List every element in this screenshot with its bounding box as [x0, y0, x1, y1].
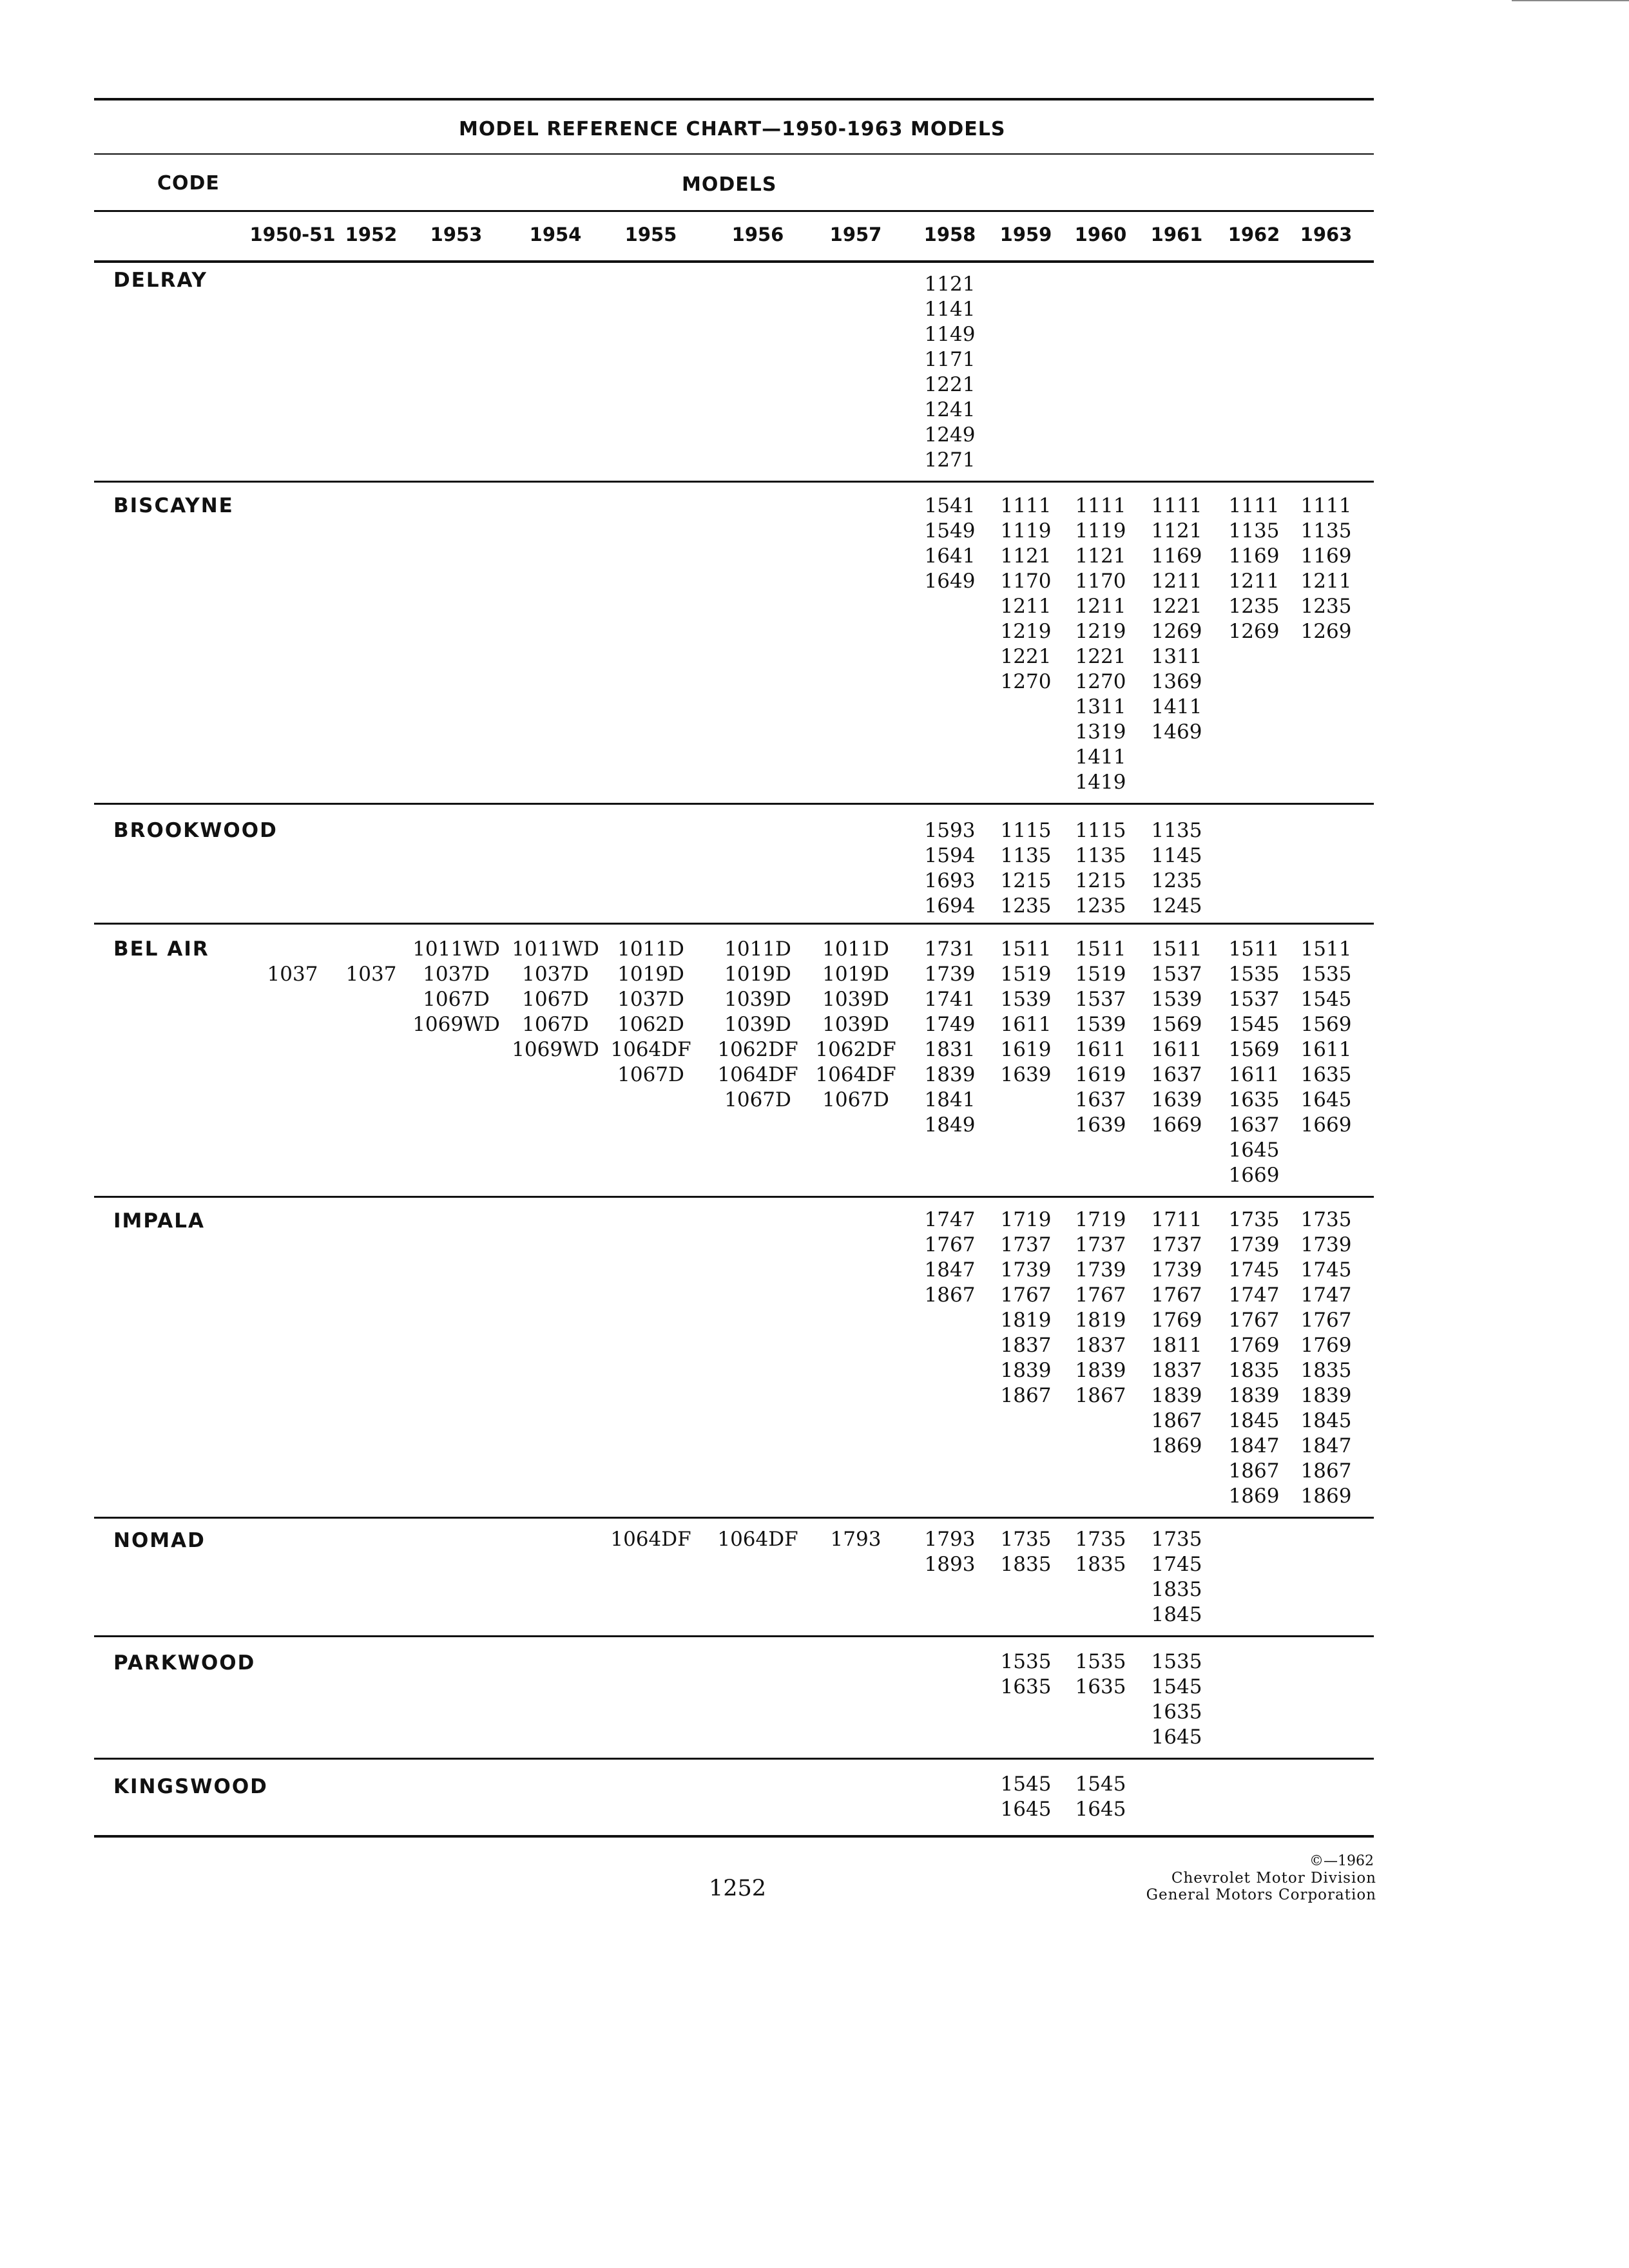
title-rule [94, 153, 1374, 155]
model-code: 1535 [1228, 963, 1280, 986]
model-code: 1545 [1000, 1773, 1052, 1796]
model-code: 1219 [1000, 620, 1052, 643]
model-code: 1611 [1300, 1038, 1352, 1061]
section-divider [94, 1196, 1374, 1198]
year-header-1950-51: 1950-51 [249, 224, 336, 245]
section-divider [94, 803, 1374, 805]
model-code: 1693 [924, 869, 976, 892]
model-code: 1319 [1075, 720, 1126, 744]
model-code: 1694 [924, 894, 976, 918]
model-code: 1111 [1151, 494, 1202, 517]
model-code: 1245 [1151, 894, 1202, 918]
model-code: 1011D [822, 937, 889, 961]
model-code: 1171 [924, 348, 976, 371]
model-code: 1811 [1151, 1334, 1202, 1357]
model-code: 1741 [924, 988, 976, 1011]
code-header: CODE [157, 172, 220, 195]
model-code: 1545 [1075, 1773, 1126, 1796]
model-code: 1839 [1228, 1384, 1280, 1407]
model-code: 1645 [1151, 1725, 1202, 1749]
model-code: 1211 [1228, 570, 1280, 593]
model-code: 1645 [1000, 1798, 1052, 1821]
model-code: 1569 [1300, 1013, 1352, 1036]
model-code: 1867 [1300, 1459, 1352, 1483]
model-code: 1735 [1228, 1208, 1280, 1231]
section-label: BISCAYNE [113, 494, 234, 517]
model-code: 1737 [1151, 1233, 1202, 1256]
model-code: 1235 [1000, 894, 1052, 918]
model-code: 1767 [1075, 1283, 1126, 1307]
model-code: 1749 [924, 1013, 976, 1036]
model-code: 1215 [1000, 869, 1052, 892]
model-code: 1111 [1075, 494, 1126, 517]
year-header-1952: 1952 [345, 224, 398, 245]
model-code: 1594 [924, 844, 976, 867]
section-label: NOMAD [113, 1529, 206, 1552]
model-code: 1111 [1000, 494, 1052, 517]
model-code: 1135 [1151, 819, 1202, 842]
model-code: 1271 [924, 448, 976, 472]
model-code: 1545 [1151, 1675, 1202, 1698]
model-code: 1111 [1300, 494, 1352, 517]
model-code: 1569 [1228, 1038, 1280, 1061]
model-code: 1639 [1075, 1113, 1126, 1137]
section-label: KINGSWOOD [113, 1775, 268, 1798]
model-code: 1835 [1228, 1359, 1280, 1382]
model-code: 1221 [1151, 595, 1202, 618]
model-code: 1793 [924, 1528, 976, 1551]
model-code: 1611 [1228, 1063, 1280, 1086]
model-code: 1270 [1075, 670, 1126, 693]
model-code: 1819 [1000, 1309, 1052, 1332]
model-code: 1745 [1300, 1258, 1352, 1282]
model-code: 1064DF [610, 1528, 691, 1551]
model-code: 1867 [1151, 1409, 1202, 1432]
model-code: 1793 [830, 1528, 882, 1551]
model-code: 1767 [924, 1233, 976, 1256]
models-header: MODELS [682, 173, 777, 196]
model-code: 1569 [1151, 1013, 1202, 1036]
model-code: 1311 [1151, 645, 1202, 668]
model-code: 1037D [423, 963, 490, 986]
model-code: 1411 [1075, 745, 1126, 769]
model-code: 1411 [1151, 695, 1202, 718]
model-code: 1867 [1075, 1384, 1126, 1407]
model-code: 1637 [1151, 1063, 1202, 1086]
model-code: 1611 [1075, 1038, 1126, 1061]
model-code: 1611 [1151, 1038, 1202, 1061]
model-code: 1067D [522, 1013, 589, 1036]
model-code: 1062D [617, 1013, 684, 1036]
model-code: 1835 [1075, 1553, 1126, 1576]
model-code: 1111 [1228, 494, 1280, 517]
model-code: 1539 [1151, 988, 1202, 1011]
section-divider [94, 923, 1374, 925]
model-code: 1135 [1000, 844, 1052, 867]
model-code: 1539 [1000, 988, 1052, 1011]
model-code: 1739 [1151, 1258, 1202, 1282]
section-divider [94, 1635, 1374, 1637]
model-column-1960 [1046, 1772, 1155, 1822]
model-code: 1169 [1151, 544, 1202, 568]
model-code: 1419 [1075, 771, 1126, 794]
chart-title: MODEL REFERENCE CHART—1950-1963 MODELS [459, 118, 1006, 140]
model-code: 1067D [617, 1063, 684, 1086]
model-code: 1235 [1228, 595, 1280, 618]
model-code: 1221 [924, 373, 976, 396]
model-code: 1735 [1075, 1528, 1126, 1551]
model-column-1955 [596, 937, 706, 1088]
model-column-1961 [1122, 1649, 1231, 1750]
year-header-1959: 1959 [999, 224, 1052, 245]
model-column-1956 [703, 937, 813, 1113]
model-code: 1867 [1228, 1459, 1280, 1483]
model-code: 1893 [924, 1553, 976, 1576]
section-divider [94, 1758, 1374, 1760]
model-code: 1737 [1075, 1233, 1126, 1256]
model-code: 1645 [1300, 1088, 1352, 1111]
model-code: 1115 [1075, 819, 1126, 842]
model-code: 1311 [1075, 695, 1126, 718]
model-code: 1747 [1300, 1283, 1352, 1307]
model-code: 1635 [1300, 1063, 1352, 1086]
model-code: 1767 [1000, 1283, 1052, 1307]
model-code: 1062DF [815, 1038, 896, 1061]
model-code: 1745 [1151, 1553, 1202, 1576]
model-code: 1635 [1000, 1675, 1052, 1698]
model-code: 1835 [1000, 1553, 1052, 1576]
model-code: 1669 [1151, 1113, 1202, 1137]
model-code: 1745 [1228, 1258, 1280, 1282]
model-code: 1221 [1000, 645, 1052, 668]
model-code: 1593 [924, 819, 976, 842]
year-header-1956: 1956 [731, 224, 784, 245]
year-header-1963: 1963 [1300, 224, 1353, 245]
model-column-1957 [801, 1527, 911, 1552]
year-rule [94, 260, 1374, 263]
model-code: 1064DF [717, 1528, 798, 1551]
model-code: 1767 [1300, 1309, 1352, 1332]
model-code: 1735 [1300, 1208, 1352, 1231]
model-code: 1039D [724, 988, 791, 1011]
model-code: 1869 [1151, 1434, 1202, 1457]
year-header-1954: 1954 [529, 224, 582, 245]
model-column-1963 [1271, 937, 1381, 1138]
scan-mark [1512, 0, 1629, 1]
year-header-1955: 1955 [624, 224, 677, 245]
model-code: 1270 [1000, 670, 1052, 693]
model-code: 1735 [1151, 1528, 1202, 1551]
model-code: 1747 [924, 1208, 976, 1231]
section-divider [94, 1835, 1374, 1838]
model-code: 1611 [1000, 1013, 1052, 1036]
model-code: 1121 [1151, 519, 1202, 543]
model-code: 1121 [1000, 544, 1052, 568]
model-code: 1539 [1075, 1013, 1126, 1036]
model-code: 1121 [1075, 544, 1126, 568]
model-code: 1535 [1075, 1650, 1126, 1673]
model-code: 1069WD [512, 1038, 599, 1061]
section-label: PARKWOOD [113, 1651, 256, 1675]
model-code: 1039D [822, 1013, 889, 1036]
model-code: 1869 [1300, 1485, 1352, 1508]
year-header-1962: 1962 [1228, 224, 1280, 245]
model-code: 1619 [1075, 1063, 1126, 1086]
model-code: 1845 [1228, 1409, 1280, 1432]
model-code: 1735 [1000, 1528, 1052, 1551]
model-code: 1011D [617, 937, 684, 961]
model-code: 1637 [1075, 1088, 1126, 1111]
model-code: 1241 [924, 398, 976, 421]
section-divider [94, 481, 1374, 483]
model-code: 1839 [1300, 1384, 1352, 1407]
year-header-1958: 1958 [923, 224, 976, 245]
section-label: BROOKWOOD [113, 819, 278, 842]
model-code: 1635 [1228, 1088, 1280, 1111]
model-code: 1537 [1075, 988, 1126, 1011]
model-code: 1119 [1075, 519, 1126, 543]
model-code: 1011D [724, 937, 791, 961]
header-rule [94, 210, 1374, 212]
model-code: 1037 [267, 963, 318, 986]
model-code: 1511 [1228, 937, 1280, 961]
model-code: 1211 [1300, 570, 1352, 593]
model-code: 1019D [724, 963, 791, 986]
year-header-1960: 1960 [1074, 224, 1127, 245]
model-code: 1215 [1075, 869, 1126, 892]
division-name: Chevrolet Motor Division [1171, 1870, 1376, 1887]
year-header-1961: 1961 [1150, 224, 1203, 245]
model-code: 1841 [924, 1088, 976, 1111]
model-code: 1541 [924, 494, 976, 517]
model-code: 1221 [1075, 645, 1126, 668]
model-column-1961 [1122, 818, 1231, 919]
model-code: 1737 [1000, 1233, 1052, 1256]
corporation-name: General Motors Corporation [1146, 1887, 1376, 1903]
model-code: 1549 [924, 519, 976, 543]
model-code: 1645 [1228, 1139, 1280, 1162]
model-column-1953 [401, 937, 511, 1037]
model-code: 1837 [1075, 1334, 1126, 1357]
model-column-1956 [703, 1527, 813, 1552]
model-code: 1219 [1075, 620, 1126, 643]
model-code: 1037D [617, 988, 684, 1011]
model-code: 1064DF [610, 1038, 691, 1061]
model-code: 1711 [1151, 1208, 1202, 1231]
model-code: 1637 [1228, 1113, 1280, 1137]
model-code: 1619 [1000, 1038, 1052, 1061]
model-code: 1235 [1075, 894, 1126, 918]
model-code: 1011WD [412, 937, 500, 961]
section-label: IMPALA [113, 1209, 205, 1233]
model-code: 1839 [1075, 1359, 1126, 1382]
model-code: 1135 [1228, 519, 1280, 543]
model-code: 1835 [1300, 1359, 1352, 1382]
model-column-1961 [1122, 1527, 1231, 1628]
model-code: 1062DF [717, 1038, 798, 1061]
model-code: 1169 [1228, 544, 1280, 568]
model-code: 1019D [617, 963, 684, 986]
model-code: 1141 [924, 298, 976, 321]
model-code: 1545 [1228, 1013, 1280, 1036]
model-code: 1067D [724, 1088, 791, 1111]
page-number: 1252 [709, 1876, 767, 1901]
model-column-1958 [895, 272, 1005, 473]
model-code: 1769 [1228, 1334, 1280, 1357]
model-code: 1739 [924, 963, 976, 986]
model-code: 1249 [924, 423, 976, 447]
model-code: 1067D [822, 1088, 889, 1111]
section-label: BEL AIR [113, 937, 209, 961]
model-code: 1839 [1000, 1359, 1052, 1382]
model-code: 1011WD [512, 937, 599, 961]
top-rule [94, 98, 1374, 101]
model-code: 1867 [1000, 1384, 1052, 1407]
model-code: 1767 [1151, 1283, 1202, 1307]
model-code: 1819 [1075, 1309, 1126, 1332]
model-code: 1115 [1000, 819, 1052, 842]
model-code: 1769 [1151, 1309, 1202, 1332]
model-code: 1135 [1075, 844, 1126, 867]
model-column-1963 [1271, 494, 1381, 644]
year-header-1957: 1957 [829, 224, 882, 245]
model-code: 1211 [1000, 595, 1052, 618]
copyright-notice: ©—1962 [1309, 1853, 1374, 1869]
model-code: 1064DF [815, 1063, 896, 1086]
model-code: 1747 [1228, 1283, 1280, 1307]
model-code: 1639 [1151, 1088, 1202, 1111]
model-code: 1839 [1151, 1384, 1202, 1407]
model-code: 1019D [822, 963, 889, 986]
year-header-1953: 1953 [430, 224, 483, 245]
model-code: 1149 [924, 323, 976, 346]
model-code: 1067D [423, 988, 490, 1011]
section-divider [94, 1517, 1374, 1519]
model-code: 1511 [1075, 937, 1126, 961]
model-code: 1639 [1000, 1063, 1052, 1086]
model-column-1963 [1271, 1207, 1381, 1509]
model-code: 1119 [1000, 519, 1052, 543]
model-code: 1545 [1300, 988, 1352, 1011]
model-code: 1641 [924, 544, 976, 568]
model-code: 1037 [345, 963, 397, 986]
model-code: 1719 [1000, 1208, 1052, 1231]
model-code: 1739 [1228, 1233, 1280, 1256]
model-code: 1731 [924, 937, 976, 961]
model-code: 1269 [1151, 620, 1202, 643]
model-code: 1669 [1228, 1164, 1280, 1187]
model-code: 1169 [1300, 544, 1352, 568]
model-code: 1537 [1151, 963, 1202, 986]
model-code: 1635 [1075, 1675, 1126, 1698]
model-code: 1535 [1151, 1650, 1202, 1673]
model-code: 1849 [924, 1113, 976, 1137]
model-code: 1037D [522, 963, 589, 986]
model-code: 1235 [1151, 869, 1202, 892]
model-code: 1669 [1300, 1113, 1352, 1137]
model-code: 1469 [1151, 720, 1202, 744]
model-code: 1837 [1000, 1334, 1052, 1357]
model-code: 1845 [1151, 1603, 1202, 1626]
model-code: 1845 [1300, 1409, 1352, 1432]
model-code: 1269 [1300, 620, 1352, 643]
model-code: 1839 [924, 1063, 976, 1086]
model-code: 1511 [1000, 937, 1052, 961]
model-code: 1835 [1151, 1578, 1202, 1601]
model-code: 1511 [1151, 937, 1202, 961]
model-code: 1537 [1228, 988, 1280, 1011]
model-code: 1121 [924, 273, 976, 296]
model-code: 1767 [1228, 1309, 1280, 1332]
model-code: 1649 [924, 570, 976, 593]
model-column-1957 [801, 937, 911, 1113]
model-code: 1064DF [717, 1063, 798, 1086]
model-code: 1135 [1300, 519, 1352, 543]
model-code: 1145 [1151, 844, 1202, 867]
model-code: 1269 [1228, 620, 1280, 643]
model-code: 1170 [1075, 570, 1126, 593]
model-column-1955 [596, 1527, 706, 1552]
model-code: 1719 [1075, 1208, 1126, 1231]
model-column-1954 [501, 937, 610, 1062]
model-code: 1369 [1151, 670, 1202, 693]
model-code: 1039D [822, 988, 889, 1011]
section-label: DELRAY [113, 269, 208, 292]
model-code: 1211 [1075, 595, 1126, 618]
model-code: 1837 [1151, 1359, 1202, 1382]
model-code: 1511 [1300, 937, 1352, 961]
model-code: 1847 [924, 1258, 976, 1282]
model-code: 1535 [1000, 1650, 1052, 1673]
model-code: 1869 [1228, 1485, 1280, 1508]
model-code: 1831 [924, 1038, 976, 1061]
model-code: 1867 [924, 1283, 976, 1307]
model-code: 1645 [1075, 1798, 1126, 1821]
model-code: 1039D [724, 1013, 791, 1036]
model-code: 1739 [1075, 1258, 1126, 1282]
model-code: 1519 [1000, 963, 1052, 986]
model-code: 1067D [522, 988, 589, 1011]
model-code: 1635 [1151, 1700, 1202, 1724]
model-code: 1170 [1000, 570, 1052, 593]
model-code: 1535 [1300, 963, 1352, 986]
model-code: 1847 [1228, 1434, 1280, 1457]
model-code: 1069WD [412, 1013, 500, 1036]
model-code: 1739 [1300, 1233, 1352, 1256]
model-code: 1519 [1075, 963, 1126, 986]
model-code: 1211 [1151, 570, 1202, 593]
model-code: 1235 [1300, 595, 1352, 618]
model-code: 1739 [1000, 1258, 1052, 1282]
model-code: 1847 [1300, 1434, 1352, 1457]
model-code: 1769 [1300, 1334, 1352, 1357]
